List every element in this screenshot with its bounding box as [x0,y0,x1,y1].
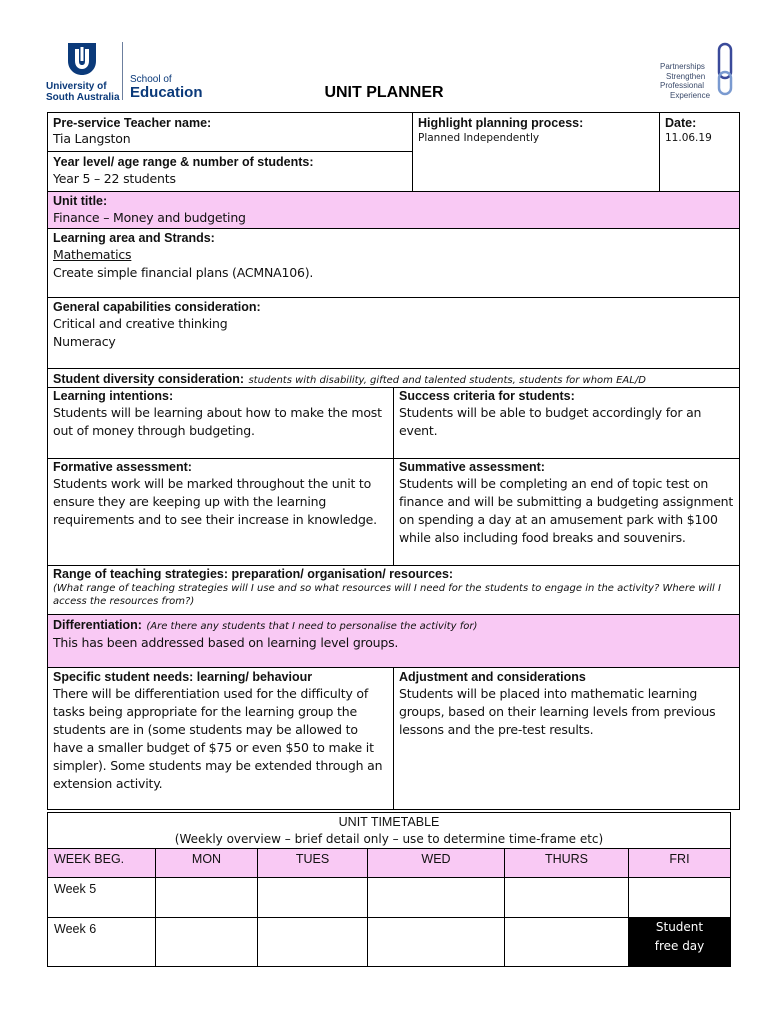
timetable-col-thurs: THURS [504,848,629,878]
date-value: 11.06.19 [665,132,712,144]
summative-assessment-label: Summative assessment: [399,460,545,474]
adjustment-label: Adjustment and considerations [399,670,586,684]
differentiation-cell [47,614,740,668]
formative-assessment-cell [47,458,394,566]
school-of-label: School of [130,74,172,85]
teacher-name-cell [47,112,413,152]
learning-area-subject: Mathematics [53,247,132,262]
timetable-week6-tues [257,917,368,967]
year-level-value: Year 5 – 22 students [53,171,176,186]
timetable-row-week6-label: Week 6 [47,917,156,967]
timetable-week5-wed [367,877,505,918]
timetable-week5-mon [155,877,258,918]
partnerships-logo-text [660,62,710,100]
timetable-title: UNIT TIMETABLE [338,815,440,829]
learning-area-strand: Create simple financial plans (ACMNA106). [53,265,314,280]
timetable-row-week5-label: Week 5 [47,877,156,918]
differentiation-value: This has been addressed based on learning level groups. [53,635,399,650]
formative-assessment-value: Students work will be marked throughout the unit to ensure they are keeping up with the learning requirements and to see their increase in knowledge. [53,476,377,527]
diversity-note: students with disability, gifted and talented students, students for whom EAL/D [248,375,646,386]
capabilities-item-2: Numeracy [53,334,116,349]
teaching-strategies-label: Range of teaching strategies: preparation/ organisation/ resources: [53,567,454,581]
partner-line2: Strengthen [666,71,706,81]
date-cell [659,112,740,192]
teacher-name-label: Pre-service Teacher name: [53,116,212,130]
timetable-col-mon: MON [155,848,258,878]
timetable-week6-thurs [504,917,629,967]
university-line2: South Australia [46,92,120,103]
timetable-week6-mon [155,917,258,967]
year-level-cell [47,151,413,192]
timetable-week5-thurs [504,877,629,918]
partner-line4: Experience [670,90,711,100]
timetable-week5-fri [628,877,731,918]
teaching-strategies-note: (What range of teaching strategies will I use and so what resources will I need for the students to engage in the activity? Where will I access the resources from?) [53,583,721,607]
school-name: Education [130,84,203,101]
adjustment-cell [393,667,740,810]
differentiation-note: (Are there any students that I need to personalise the activity for) [146,621,478,632]
partner-line3: Professional [660,81,705,90]
university-line1: University of [46,81,107,92]
adjustment-value: Students will be placed into mathematic learning groups, based on their learning levels from previous lessons and the pre-test results. [399,686,716,737]
student-needs-label: Specific student needs: learning/ behaviour [53,670,313,684]
timetable-col-tues: TUES [257,848,368,878]
learning-area-label: Learning area and Strands: [53,231,215,245]
diversity-cell [47,368,740,388]
unisa-logo-icon [64,41,100,77]
differentiation-heading [53,616,734,634]
planning-process-label: Highlight planning process: [418,116,584,130]
success-criteria-cell [393,387,740,459]
summative-assessment-cell [393,458,740,566]
timetable-week6-wed [367,917,505,967]
timetable-col-wed: WED [367,848,505,878]
teaching-strategies-cell [47,565,740,615]
learning-intentions-cell [47,387,394,459]
planning-process-value: Planned Independently [418,132,540,144]
success-criteria-value: Students will be able to budget accordingly for an event. [399,405,702,438]
planning-process-cell [412,112,660,192]
unit-title-label: Unit title: [53,194,108,208]
timetable-week5-tues [257,877,368,918]
unit-title-cell [47,191,740,229]
date-label: Date: [665,116,697,130]
partner-line1: Partnerships [660,62,705,71]
student-needs-cell [47,667,394,810]
learning-intentions-value: Students will be learning about how to make the most out of money through budgeting. [53,405,382,438]
learning-intentions-label: Learning intentions: [53,389,174,403]
summative-assessment-value: Students will be completing an end of topic test on finance and will be submitting a budgeting assignment on spending a day at an amusement park with $100 while also including food breaks and souvenirs. [399,476,734,545]
formative-assessment-label: Formative assessment: [53,460,192,474]
unit-title-value: Finance – Money and budgeting [53,210,246,225]
differentiation-label: Differentiation: [53,618,142,632]
student-needs-value: There will be differentiation used for the difficulty of tasks being appropriate for the learning group the students are in (some students may be allowed to have a smaller budget of $75 or even $50 to make it simpler). Some students may be extended through an extension activity. [53,686,383,791]
teacher-name-value: Tia Langston [53,131,131,146]
timetable-col-fri: FRI [628,848,731,878]
learning-area-cell [47,228,740,298]
capabilities-cell [47,297,740,369]
year-level-label: Year level/ age range & number of students: [53,155,314,169]
capabilities-item-1: Critical and creative thinking [53,316,228,331]
page-title: UNIT PLANNER [324,84,444,101]
timetable-subtitle: (Weekly overview – brief detail only – use to determine time-frame etc) [174,832,604,846]
timetable-header [47,812,731,849]
diversity-label: Student diversity consideration: [53,372,245,386]
timetable-col-week: WEEK BEG. [47,848,156,878]
partnerships-logo-icon [716,42,736,98]
success-criteria-label: Success criteria for students: [399,389,575,403]
capabilities-label: General capabilities consideration: [53,300,261,314]
timetable-week6-fri: Student free day [628,917,731,967]
